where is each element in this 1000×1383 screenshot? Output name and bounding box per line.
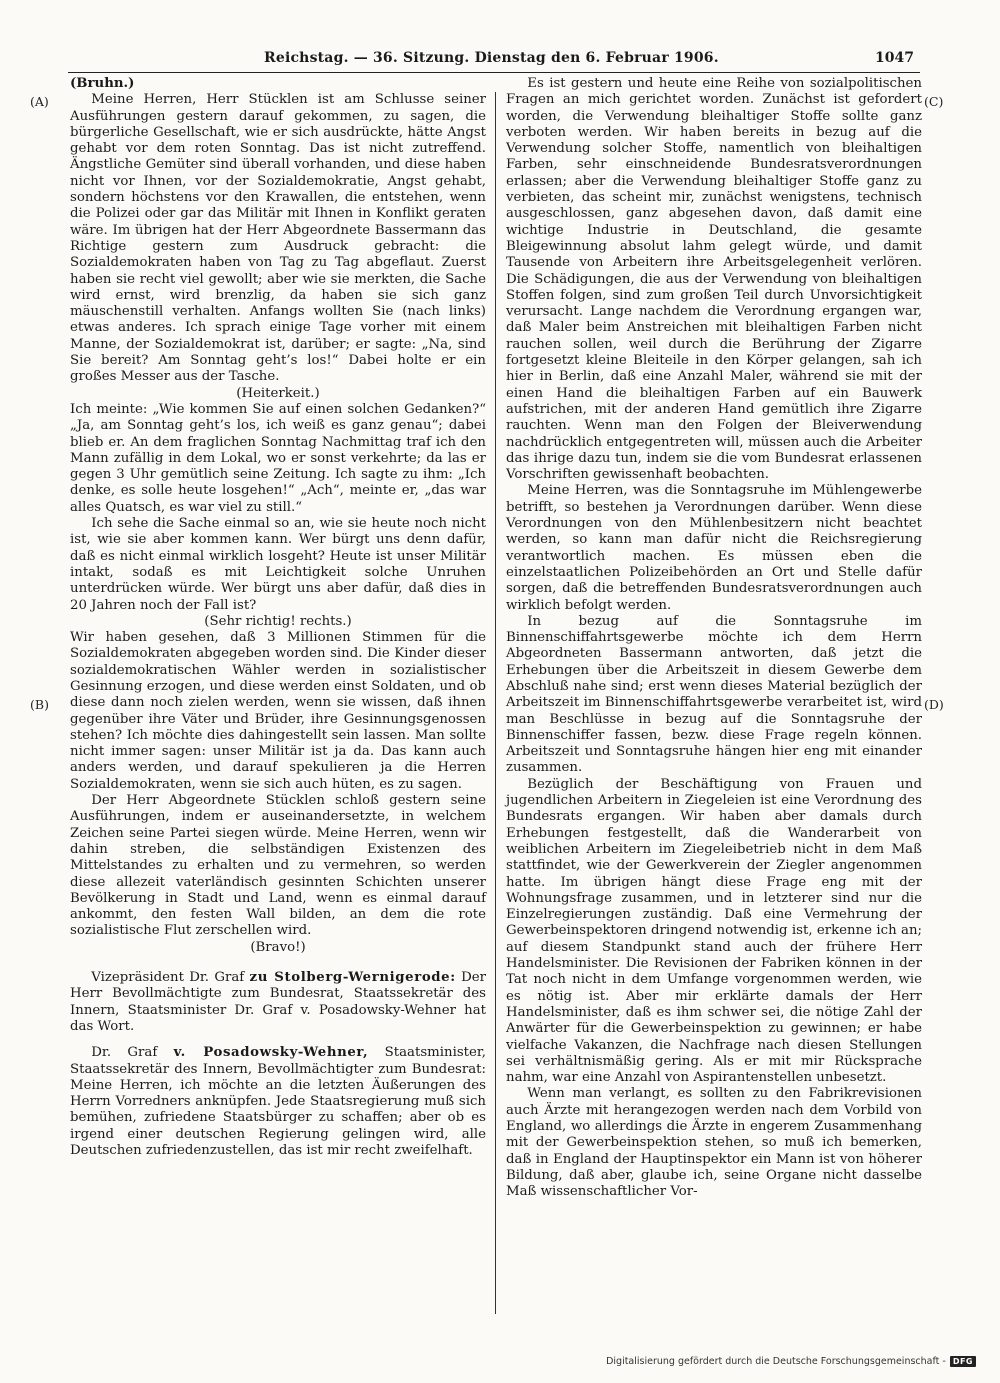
paragraph: Ich meinte: „Wie kommen Sie auf einen solchen Gedanken?“ „Ja, am Sonntag geht’s los, ich weiß es ganz genau“; dabei blieb er. An dem fraglichen Sonntag Nachmittag traf ich den Mann zufällig in dem Lokal, wo er sonst verkehrte; da las er gegen 3 Uhr gemütlich seine Zeitung. Ich sagte zu ihm: „Ich denke, es solle heute losgehen!“ „Ach“, meinte er, „das war alles Quatsch, es war viel zu still.“ xyxy=(70,401,486,515)
paragraph: In bezug auf die Sonntagsruhe im Binnenschiffahrtsgewerbe möchte ich dem Herrn Abgeordneten Bassermann antworten, daß jetzt die Erhebungen über die Arbeitszeit in diesem Gewerbe dem Abschluß nahe sind; erst wenn dieses Material bezüglich der Arbeitszeit im Binnenschiffahrtsgewerbe verarbeitet ist, wird man Beschlüsse in bezug auf die Sonntagsruhe der Binnenschiffer fassen, bezw. diese Frage regeln können. Arbeitszeit und Sonntagsruhe hängen hier eng mit einander zusammen. xyxy=(506,613,922,776)
running-header xyxy=(68,48,920,73)
speaker-name: v. Posadowsky-Wehner, xyxy=(173,1045,369,1061)
speech-opening xyxy=(70,1045,486,1159)
margin-marker-b: (B) xyxy=(30,697,49,712)
paragraph: Bezüglich der Beschäftigung von Frauen und jugendlichen Arbeitern in Ziegeleien ist eine Verordnung des Bundesrats ergangen. Wir haben aber damals durch Erhebungen festgestellt, daß die Wanderarbeit von weiblichen Arbeitern im Ziegeleibetrieb nicht in dem Maß stattfindet, wie der Gewerkverein der Ziegler angenommen hatte. Im übrigen hängt diese Frage eng mit der Wohnungsfrage zusammen, und in letzterer sind nur die Einzelregierungen zuständig. Daß eine Vermehrung der Gewerbeinspektoren dringend notwendig ist, erkenne ich an; auf diesem Standpunkt stand auch der frühere Herr Handelsminister. Die Revisionen der Fabriken können in der Tat noch nicht in dem Umfange vorgenommen werden, wie es nötig ist. Aber mir erklärte damals der Herr Handelsminister, daß es ihm schwer sei, die nötige Zahl der Anwärter für die Gewerbeinspektion zu gewinnen; er habe vielfache Vakanzen, die Nachfrage nach diesen Stellungen sei verhältnismäßig gering. Als er mit mir Rücksprache nahm, war eine Anzahl von Aspirantenstellen unbesetzt. xyxy=(506,776,922,1086)
paragraph: Meine Herren, Herr Stücklen ist am Schlusse seiner Ausführungen gestern darauf gekommen, zu sagen, die bürgerliche Gesellschaft, wie er sich ausdrückte, hätte Angst gehabt vor dem roten Sonntag. Das ist nicht zutreffend. Ängstliche Gemüter sind überall vorhanden, und diese haben nicht vor Ihnen, vor der Sozialdemokratie, Angst gehabt, sondern höchstens vor den Krawallen, die entstehen, wenn die Polizei oder gar das Militär mit Ihnen in Konflikt geraten wäre. Im übrigen hat der Herr Abgeordnete Bassermann das Richtige gestern zum Ausdruck gebracht: die Sozialdemokraten haben von Tag zu Tag abgeflaut. Zuerst haben sie recht viel gewollt; aber wie sie merkten, die Sache wird ernst, wird brenzlig, da haben sie sich ganz mäuschenstill verhalten. Anfangs wollten Sie (nach links) etwas anderes. Ich sprach einige Tage vorher mit einem Manne, der Sozialdemokrat ist, darüber; er sagte: „Na, sind Sie bereit? Am Sonntag geht’s los!“ Dabei holte er ein großes Messer aus der Tasche. xyxy=(70,92,486,385)
paragraph: Es ist gestern und heute eine Reihe von sozialpolitischen Fragen an mich gerichtet worden. Zunächst ist gefordert worden, die Verwendung bleihaltiger Stoffe sollte ganz verboten werden. Wir haben bereits in bezug auf die Verwendung solcher Stoffe, namentlich von bleihaltigen Farben, sehr einschneidende Bundesratsverordnungen erlassen; aber die Verwendung bleihaltiger Stoffe ganz zu verbieten, das scheint mir, zunächst wenigstens, technisch ausgeschlossen, ganz abgesehen davon, daß damit eine wichtige Industrie in Deutschland, die gesamte Bleigewinnung absolut lahm gelegt würde, und damit Tausende von Arbeitern ihre Arbeitsgelegenheit verlören. Die Schädigungen, die aus der Verwendung von bleihaltigen Stoffen folgen, sind zum großen Teil durch Unvorsichtigkeit verursacht. Lange nachdem die Verordnung ergangen war, daß Maler beim Anstreichen mit bleihaltigen Farben nicht rauchen sollen, weil durch die Berührung der Zigarre fortgesetzt kleine Bleiteile in den Körper gelangen, sah ich hier in Berlin, daß eine Anzahl Maler, während sie mit der einen Hand die bleihaltigen Farben auf ein Bauwerk aufstrichen, mit der anderen Hand gemütlich ihre Zigarre rauchten. Wenn man den Folgen der Bleiverwendung nachdrücklich entgegentreten will, müssen auch die Arbeiter das ihrige dazu tun, indem sie die vom Bundesrat erlassenen Vorschriften gewissenhaft beobachten. xyxy=(506,76,922,483)
page-number: 1047 xyxy=(875,50,914,66)
credit-text: Digitalisierung gefördert durch die Deutsche Forschungsgemeinschaft - xyxy=(606,1356,946,1367)
paragraph: Wenn man verlangt, es sollten zu den Fabrikrevisionen auch Ärzte mit herangezogen werden nach dem Vorbild von England, wo allerdings die Ärzte in engerem Zusammenhang mit der Gewerbeinspektion stehen, so muß ich bemerken, daß in England der Hauptinspektor ein Mann ist von höherer Bildung, daß aber, glaube ich, seine Organe nicht dasselbe Maß wissenschaftlicher Vor- xyxy=(506,1086,922,1200)
speaker-tag: (Bruhn.) xyxy=(70,76,135,91)
interjection: (Bravo!) xyxy=(250,939,306,955)
margin-marker-c: (C) xyxy=(924,94,944,109)
paragraph: Meine Herren, was die Sonntagsruhe im Mühlengewerbe betrifft, so bestehen ja Verordnungen darüber. Wenn diese Verordnungen von den Mühlenbesitzern nicht beachtet werden, so kann man dafür nicht die Reichsregierung verantwortlich machen. Es müssen eben die einzelstaatlichen Polizeibehörden an Ort und Stelle dafür sorgen, daß die betreffenden Bundesratsverordnungen auch wirklich befolgt werden. xyxy=(506,483,922,613)
interjection: (Sehr richtig! rechts.) xyxy=(204,613,352,629)
paragraph: Ich sehe die Sache einmal so an, wie sie heute noch nicht ist, wie sie aber kommen kann. Wer bürgt uns denn dafür, daß es nicht einmal wirklich losgeht? Heute ist unser Militär intakt, sodaß es mit Leichtigkeit solche Unruhen unterdrücken würde. Wer bürgt uns aber dafür, daß dies in 20 Jahren noch der Fall ist? xyxy=(70,516,486,613)
speech-text: Staatsminister, Staatssekretär des Innern, Bevollmächtigter zum Bundesrat: Meine Herren, ich möchte an die letzten Äußerungen des Herrn Vorredners anknüpfen. Jede Staatsregierung muß sich bemühen, zufriedene Staatsbürger zu schaffen; aber ob es irgend einer deutschen Regierung gelingen wird, alle Deutschen zufriedenzustellen, das ist mir recht zweifelhaft. xyxy=(70,1045,486,1158)
paragraph: Wir haben gesehen, daß 3 Millionen Stimmen für die Sozialdemokraten abgegeben worden sind. Die Kinder dieser sozialdemokratischen Wähler werden in sozialistischer Gesinnung erzogen, und diese werden einst Soldaten, und ob diese dann noch zielen werden, wenn sie wissen, daß ihnen gegenüber ihre Väter und Brüder, ihre Gesinnungsgenossen stehen? Ich möchte dies dahingestellt sein lassen. Man sollte nicht immer sagen: unser Militär ist ja da. Das kann auch anders werden, und darauf spekulieren ja die Herren Sozialdemokraten, wenn sie sich auch hüten, es zu sagen. xyxy=(70,630,486,792)
digitization-credit xyxy=(606,1356,976,1367)
column-divider xyxy=(495,92,496,1314)
dfg-logo-icon: DFG xyxy=(950,1356,976,1367)
left-column xyxy=(70,76,486,1159)
margin-marker-a: (A) xyxy=(30,94,49,109)
vice-president-text: Der Herr Bevollmächtigte zum Bundesrat, Staatssekretär des Innern, Staatsminister Dr. Graf v. Posadowsky-Wehner hat das Wort. xyxy=(70,970,486,1034)
interjection: (Heiterkeit.) xyxy=(236,385,320,401)
speaker-title: Dr. Graf xyxy=(91,1045,158,1061)
vice-president-title: Vizepräsident Dr. Graf xyxy=(91,970,245,986)
margin-marker-d: (D) xyxy=(924,697,944,712)
paragraph: Der Herr Abgeordnete Stücklen schloß gestern seine Ausführungen, indem er auseinandersetzte, in welchem Zeichen seine Partei siegen würde. Meine Herren, wenn wir dahin streben, die selbständigen Existenzen des Mittelstandes zu erhalten und zu vermehren, so werden diese allezeit vaterländisch gesinnten Schichten unserer Bevölkerung in Stadt und Land, wenn es einmal darauf ankommt, den festen Wall bilden, an dem die rote sozialistische Flut zerschellen wird. xyxy=(70,793,486,939)
vice-president-name: zu Stolberg-Wernigerode: xyxy=(249,970,456,986)
running-title: Reichstag. — 36. Sitzung. Dienstag den 6. Februar 1906. xyxy=(264,50,719,66)
right-column xyxy=(506,76,922,1200)
vice-president-statement xyxy=(70,970,486,1035)
